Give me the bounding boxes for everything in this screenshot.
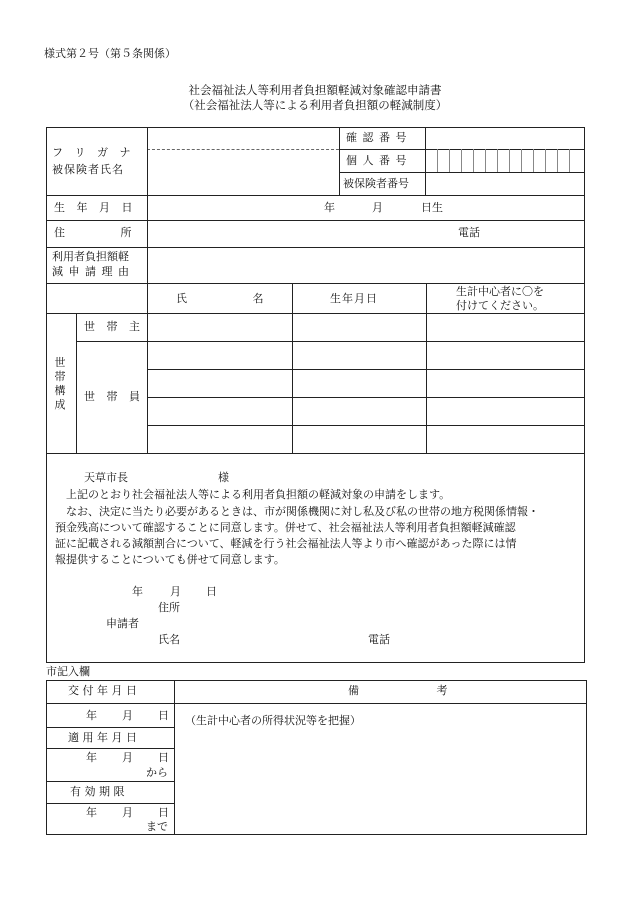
declaration-line3: 預金残高について確認することに同意します。併せて、社会福祉法人等利用者負担額軽減確認 [55, 521, 516, 534]
applicant-address-input[interactable] [186, 599, 566, 616]
form-number: 様式第２号（第５条関係） [44, 47, 176, 60]
household-col-head-line2: 付けてください。 [456, 299, 544, 312]
birthdate-label: 生 年 月 日 [54, 201, 137, 214]
birthdate-month: 月 [372, 201, 383, 214]
reason-label-line2: 減 申 請 理 由 [52, 265, 130, 278]
birthdate-year: 年 [324, 201, 335, 214]
reason-label-line1: 利用者負担額軽 [52, 250, 129, 263]
insured-name-input[interactable] [149, 152, 337, 193]
household-member-label: 世 帯 員 [84, 390, 144, 403]
issue-date-label: 交 付 年 月 日 [68, 684, 137, 697]
household-head-label: 世 帯 主 [84, 320, 144, 333]
household-member-name-input[interactable] [149, 427, 290, 451]
effective-date-month: 月 [122, 751, 133, 764]
household-head-birthdate-input[interactable] [294, 315, 424, 339]
effective-date-year: 年 [86, 751, 97, 764]
applicant-label: 申請者 [106, 617, 139, 630]
validity-until: まで [146, 820, 168, 833]
declaration-line4: 証に記載される減額割合について、軽減を行う社会福祉法人等より市へ確認があった際には情 [55, 537, 517, 550]
birthdate-day-suffix: 日生 [421, 201, 443, 214]
household-col-head-line1: 生計中心者に〇を [456, 285, 544, 298]
applicant-phone-label: 電話 [368, 633, 390, 646]
household-member-birthdate-input[interactable] [294, 399, 424, 423]
issue-date-year: 年 [86, 709, 97, 722]
effective-date-from: から [146, 766, 168, 779]
form-title: 社会福祉法人等利用者負担額軽減対象確認申請書 [188, 83, 442, 97]
validity-day: 日 [158, 806, 169, 819]
effective-date-label: 適 用 年 月 日 [68, 731, 137, 744]
household-member-birthdate-input[interactable] [294, 371, 424, 395]
insured-name-label: 被保険者氏名 [52, 163, 124, 176]
validity-month: 月 [122, 806, 133, 819]
declaration-line2: なお、決定に当たり必要があるときは、市が関係機関に対し私及び私の世帯の地方税関係情報・ [66, 505, 539, 518]
personal-number-label: 個 人 番 号 [346, 154, 408, 167]
insured-number-label: 被保険者番号 [343, 177, 409, 190]
furigana-label: フ リ ガ ナ [52, 146, 135, 159]
remarks-label: 備 考 [348, 684, 448, 697]
address-label: 住 所 [54, 226, 132, 239]
declaration-line1: 上記のとおり社会福祉法人等による利用者負担額の軽減対象の申請をします。 [66, 488, 451, 501]
declaration-addressee: 天草市長 [84, 471, 128, 484]
household-member-birthdate-input[interactable] [294, 427, 424, 451]
household-member-name-input[interactable] [149, 343, 290, 367]
reason-input[interactable] [149, 249, 583, 281]
phone-label: 電話 [458, 226, 480, 239]
household-member-name-input[interactable] [149, 399, 290, 423]
household-col-name: 氏 名 [176, 292, 264, 305]
applicant-phone-input[interactable] [396, 631, 566, 648]
confirmation-number-label: 確 認 番 号 [346, 131, 408, 144]
insured-number-input[interactable] [427, 174, 583, 193]
validity-label: 有 効 期 限 [70, 785, 125, 798]
declaration-date-year: 年 [132, 585, 143, 598]
effective-date-day: 日 [158, 751, 169, 764]
applicant-name-label: 氏名 [158, 633, 180, 646]
declaration-date-month: 月 [170, 585, 181, 598]
issue-date-day: 日 [158, 709, 169, 722]
applicant-address-label: 住所 [158, 601, 180, 614]
remarks-note: （生計中心者の所得状況等を把握） [185, 714, 361, 727]
office-section-label: 市記入欄 [46, 665, 90, 678]
applicant-name-input[interactable] [186, 631, 362, 648]
confirmation-number-input[interactable] [427, 129, 583, 148]
furigana-input[interactable] [149, 129, 337, 148]
household-member-birthdate-input[interactable] [294, 343, 424, 367]
validity-year: 年 [86, 806, 97, 819]
declaration-date-day: 日 [206, 585, 217, 598]
issue-date-month: 月 [122, 709, 133, 722]
address-input[interactable] [149, 222, 449, 245]
household-head-name-input[interactable] [149, 315, 290, 339]
household-col-birthdate: 生年月日 [330, 292, 378, 305]
form-subtitle: （社会福祉法人等による利用者負担額の軽減制度） [182, 98, 448, 112]
household-head-mark-input[interactable] [428, 315, 583, 339]
household-section-label: 世帯構成 [54, 356, 66, 411]
declaration-line5: 報提供することについても併せて同意します。 [55, 553, 285, 566]
declaration-honorific: 様 [218, 471, 229, 484]
household-member-name-input[interactable] [149, 371, 290, 395]
